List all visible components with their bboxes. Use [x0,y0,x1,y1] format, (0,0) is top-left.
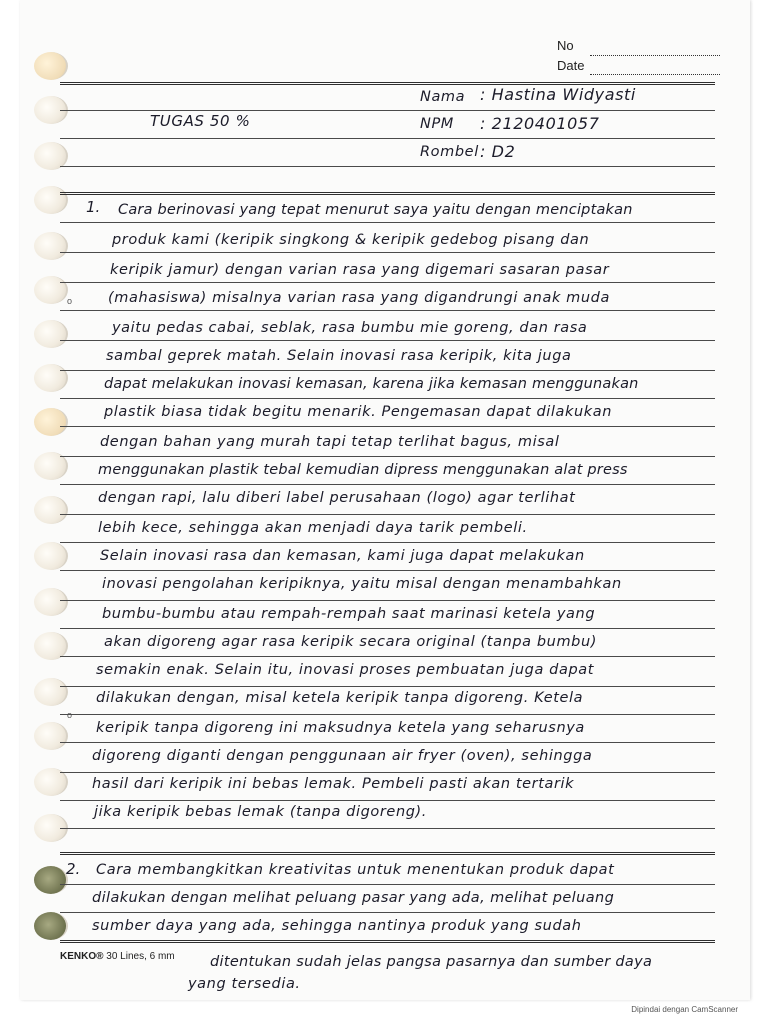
answer-2-line: ditentukan sudah jelas pangsa pasarnya dan sumber daya [210,954,653,970]
brand-name: KENKO® [60,951,104,962]
ruled-line [60,110,715,111]
answer-1-line: menggunakan plastik tebal kemudian dipress menggunakan alat press [98,462,628,478]
answer-1-line: (mahasiswa) misalnya varian rasa yang digandrungi anak muda [108,290,610,306]
margin-mark: o [67,710,73,720]
notebook-brand [60,951,175,962]
binder-hole [34,722,68,750]
answer-1-line: sambal geprek matah. Selain inovasi rasa keripik, kita juga [106,348,572,364]
date-label: Date [557,58,585,73]
ruled-line [60,514,715,515]
ruled-line [60,800,715,801]
ruled-line [60,222,715,223]
ruled-line [60,852,715,855]
binder-hole [34,186,68,214]
ruled-line [60,310,715,311]
answer-1-line: Selain inovasi rasa dan kemasan, kami juga dapat melakukan [100,548,585,564]
no-dotted-line [590,55,720,56]
binder-hole [34,496,68,524]
answer-1-line: digoreng diganti dengan penggunaan air fryer (oven), sehingga [92,748,593,764]
answer-1-line: hasil dari keripik ini bebas lemak. Pembeli pasti akan tertarik [92,776,575,792]
binder-hole [34,320,68,348]
scanner-watermark: Dipindai dengan CamScanner [631,1005,738,1014]
ruled-line [60,884,715,885]
nama-label: Nama [420,89,466,105]
answer-1-line: keripik tanpa digoreng ini maksudnya ketela yang seharusnya [96,720,585,736]
answer-1-line: inovasi pengolahan keripiknya, yaitu misal dengan menambahkan [102,576,622,592]
answer-1-line: Cara berinovasi yang tepat menurut saya yaitu dengan menciptakan [118,202,633,218]
answer-1-line: jika keripik bebas lemak (tanpa digoreng). [94,804,428,820]
ruled-line [60,714,715,715]
ruled-line [60,426,715,427]
no-label: No [557,38,574,53]
ruled-line [60,912,715,913]
binder-hole [34,588,68,616]
binder-hole [34,866,68,894]
ruled-line [60,166,715,167]
answer-2-line: dilakukan dengan melihat peluang pasar yang ada, melihat peluang [92,890,615,906]
ruled-line [60,192,715,195]
assignment-title: TUGAS 50 % [150,112,251,130]
answer-1-line: dapat melakukan inovasi kemasan, karena jika kemasan menggunakan [104,376,639,392]
rombel-value: : D2 [480,142,516,161]
nama-value: : Hastina Widyasti [480,85,636,104]
answer-2-number: 2. [66,860,81,878]
answer-1-line: lebih kece, sehingga akan menjadi daya tarik pembeli. [98,520,528,536]
answer-1-line: plastik biasa tidak begitu menarik. Pengemasan dapat dilakukan [104,404,613,420]
ruled-line [60,940,715,943]
npm-value: : 2120401057 [480,114,600,133]
binder-hole [34,232,68,260]
ruled-line [60,542,715,543]
ruled-line [60,628,715,629]
ruled-line [60,686,715,687]
ruled-line [60,570,715,571]
ruled-line [60,456,715,457]
binder-hole [34,912,68,940]
ruled-line [60,600,715,601]
date-dotted-line [590,74,720,75]
answer-1-line: bumbu-bumbu atau rempah-rempah saat marinasi ketela yang [102,606,596,622]
binder-hole [34,678,68,706]
ruled-line [60,340,715,341]
binder-hole [34,52,68,80]
answer-2-line: yang tersedia. [188,976,301,992]
ruled-line [60,252,715,253]
answer-2-line: Cara membangkitkan kreativitas untuk menentukan produk dapat [96,862,615,878]
ruled-line [60,742,715,743]
binder-hole [34,276,68,304]
ruled-line [60,138,715,139]
ruled-line [60,828,715,829]
ruled-line [60,772,715,773]
ruling-spec: 30 Lines, 6 mm [106,951,175,962]
npm-label: NPM [420,116,454,132]
answer-1-line: akan digoreng agar rasa keripik secara original (tanpa bumbu) [104,634,598,650]
answer-2-line: sumber daya yang ada, sehingga nantinya produk yang sudah [92,918,582,934]
answer-1-line: dengan rapi, lalu diberi label perusahaan (logo) agar terlihat [98,490,576,506]
answer-1-line: dengan bahan yang murah tapi tetap terlihat bagus, misal [100,434,560,450]
rombel-label: Rombel [420,144,479,160]
answer-1-line: dilakukan dengan, misal ketela keripik tanpa digoreng. Ketela [96,690,584,706]
binder-hole [34,408,68,436]
answer-1-line: produk kami (keripik singkong & keripik gedebog pisang dan [112,232,590,248]
ruled-line [60,282,715,283]
ruled-line [60,398,715,399]
answer-1-line: yaitu pedas cabai, seblak, rasa bumbu mie goreng, dan rasa [112,320,588,336]
ruled-line [60,656,715,657]
answer-1-line: semakin enak. Selain itu, inovasi proses pembuatan juga dapat [96,662,595,678]
answer-1-line: keripik jamur) dengan varian rasa yang digemari sasaran pasar [110,262,610,278]
ruled-line [60,370,715,371]
ruled-line [60,484,715,485]
binder-hole [34,364,68,392]
answer-1-number: 1. [86,198,101,216]
margin-mark: o [67,296,73,306]
binder-hole [34,542,68,570]
